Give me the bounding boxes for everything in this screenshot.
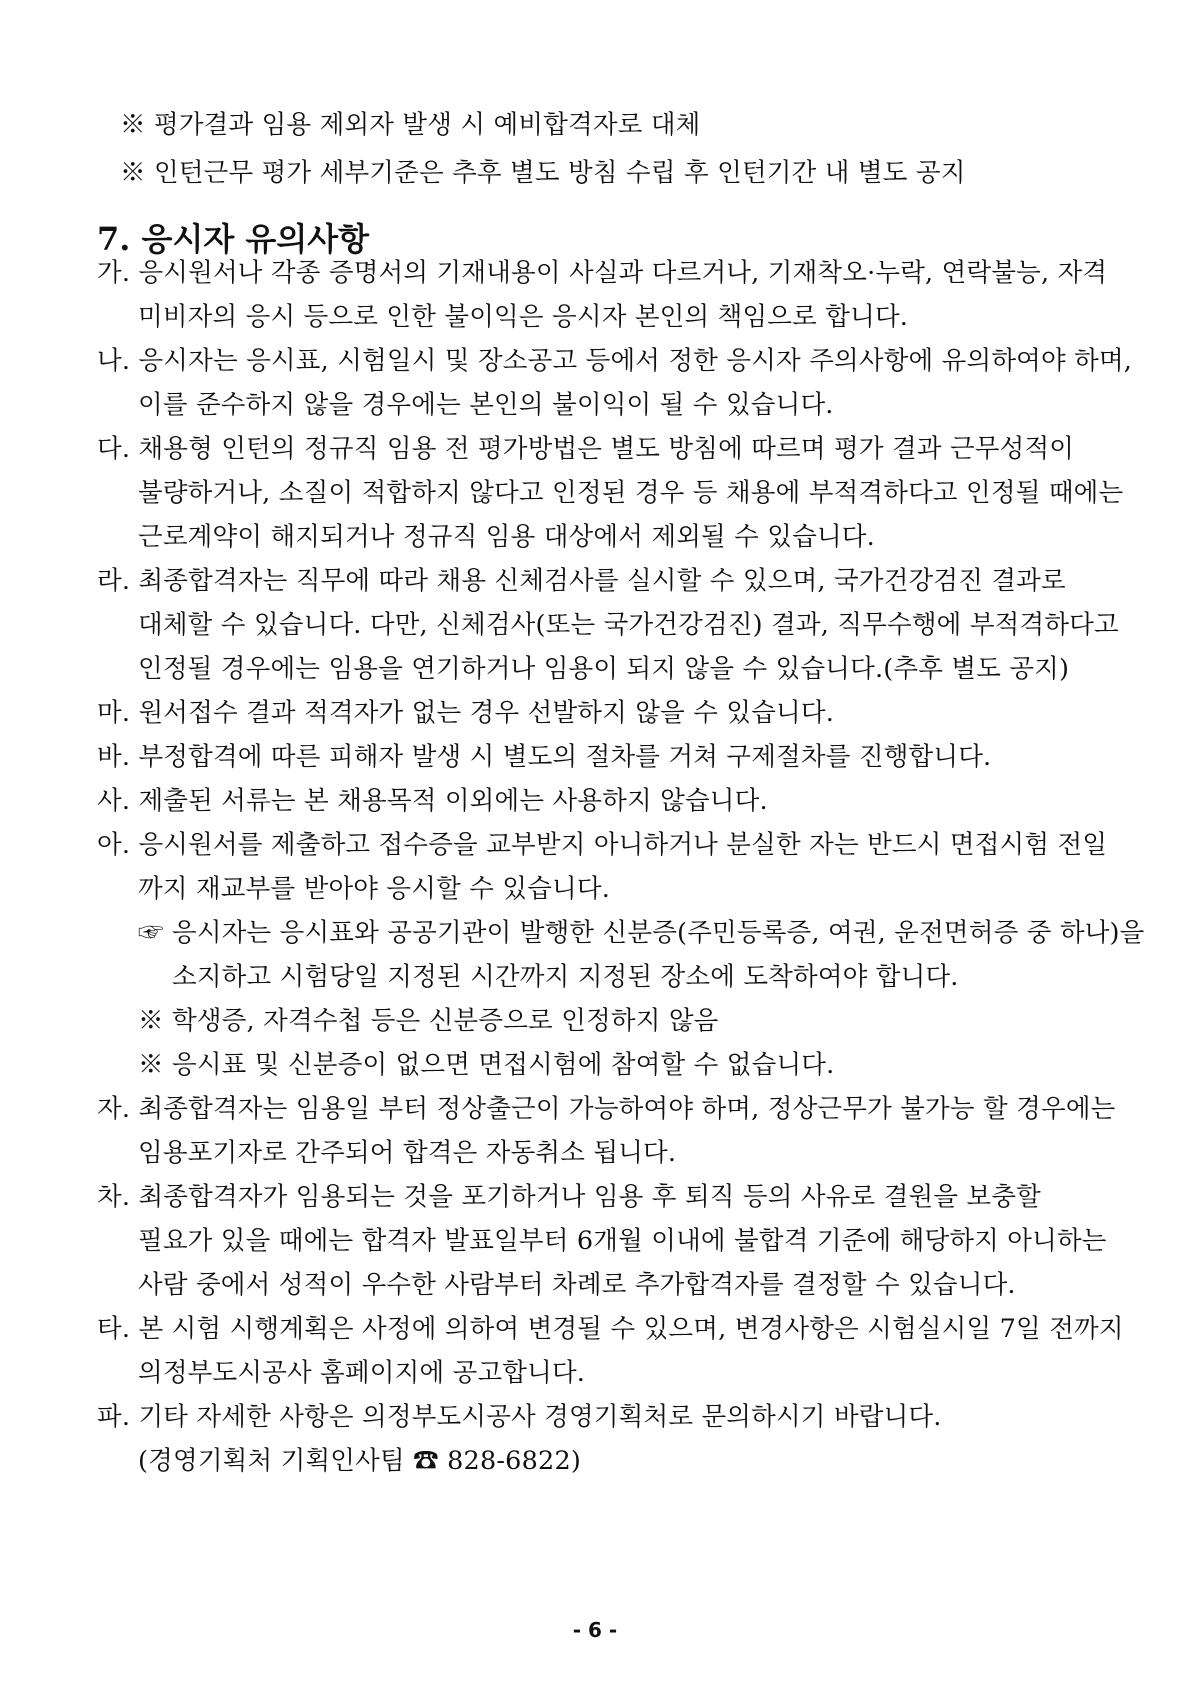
contact-line: (경영기획처 기획인사팀 ☎ 828-6822): [138, 1446, 582, 1476]
item-da-line-1: 다. 채용형 인턴의 정규직 임용 전 평가방법은 별도 방침에 따르며 평가 결과 근무성적이: [97, 434, 1075, 464]
item-a-sub-line-2: 소지하고 시험당일 지정된 시간까지 지정된 장소에 도착하여야 합니다.: [172, 962, 959, 992]
item-na-line-1: 나. 응시자는 응시표, 시험일시 및 장소공고 등에서 정한 응시자 주의사항에 유의하여야 하며,: [97, 346, 1133, 376]
item-ta-line-2: 의정부도시공사 홈페이지에 공고합니다.: [138, 1358, 586, 1388]
item-da-line-3: 근로계약이 해지되거나 정규직 임용 대상에서 제외될 수 있습니다.: [138, 522, 875, 552]
item-ba: 바. 부정합격에 따른 피해자 발생 시 별도의 절차를 거쳐 구제절차를 진행합니다.: [97, 742, 992, 772]
section-title: 7. 응시자 유의사항: [97, 220, 370, 258]
item-pa-line-1: 파. 기타 자세한 사항은 의정부도시공사 경영기획처로 문의하시기 바랍니다.: [97, 1402, 942, 1432]
item-a-line-1: 아. 응시원서를 제출하고 접수증을 교부받지 아니하거나 분실한 자는 반드시 면접시험 전일: [97, 830, 1108, 860]
item-cha-line-2: 필요가 있을 때에는 합격자 발표일부터 6개월 이내에 불합격 기준에 해당하지 아니하는: [138, 1226, 1107, 1256]
item-ra-line-1: 라. 최종합격자는 직무에 따라 채용 신체검사를 실시할 수 있으며, 국가건강검진 결과로: [97, 566, 1066, 596]
item-ta-line-1: 타. 본 시험 시행계획은 사정에 의하여 변경될 수 있으며, 변경사항은 시험실시일 7일 전까지: [97, 1314, 1124, 1344]
item-a-sub-line-1: ☞ 응시자는 응시표와 공공기관이 발행한 신분증(주민등록증, 여권, 운전면허증 중 하나)을: [138, 918, 1145, 948]
note-intern-criteria: ※ 인턴근무 평가 세부기준은 추후 별도 방침 수립 후 인턴기간 내 별도 공지: [120, 158, 966, 188]
item-ma: 마. 원서접수 결과 적격자가 없는 경우 선발하지 않을 수 있습니다.: [97, 698, 835, 728]
item-ga-line-2: 미비자의 응시 등으로 인한 불이익은 응시자 본인의 책임으로 합니다.: [138, 302, 909, 332]
note-student-id: ※ 학생증, 자격수첩 등은 신분증으로 인정하지 않음: [138, 1006, 719, 1036]
item-ga-line-1: 가. 응시원서나 각종 증명서의 기재내용이 사실과 다르거나, 기재착오·누락, 연락불능, 자격: [97, 258, 1108, 288]
item-ra-line-2: 대체할 수 있습니다. 다만, 신체검사(또는 국가건강검진) 결과, 직무수행에 부적격하다고: [138, 610, 1119, 640]
item-cha-line-3: 사람 중에서 성적이 우수한 사람부터 차례로 추가합격자를 결정할 수 있습니다.: [138, 1270, 1016, 1300]
item-a-line-2: 까지 재교부를 받아야 응시할 수 있습니다.: [138, 874, 610, 904]
page-number: - 6 -: [572, 1618, 618, 1642]
item-na-line-2: 이를 준수하지 않을 경우에는 본인의 불이익이 될 수 있습니다.: [138, 390, 834, 420]
item-ja-line-2: 임용포기자로 간주되어 합격은 자동취소 됩니다.: [138, 1138, 677, 1168]
item-ja-line-1: 자. 최종합격자는 임용일 부터 정상출근이 가능하여야 하며, 정상근무가 불가능 할 경우에는: [97, 1094, 1116, 1124]
item-da-line-2: 불량하거나, 소질이 적합하지 않다고 인정된 경우 등 채용에 부적격하다고 인정될 때에는: [138, 478, 1124, 508]
note-no-id: ※ 응시표 및 신분증이 없으면 면접시험에 참여할 수 없습니다.: [138, 1050, 835, 1080]
item-cha-line-1: 차. 최종합격자가 임용되는 것을 포기하거나 임용 후 퇴직 등의 사유로 결원을 보충할: [97, 1182, 1041, 1212]
item-sa: 사. 제출된 서류는 본 채용목적 이외에는 사용하지 않습니다.: [97, 786, 768, 816]
item-ra-line-3: 인정될 경우에는 임용을 연기하거나 임용이 되지 않을 수 있습니다.(추후 별도 공지): [138, 654, 1070, 684]
note-replacement: ※ 평가결과 임용 제외자 발생 시 예비합격자로 대체: [120, 110, 701, 140]
